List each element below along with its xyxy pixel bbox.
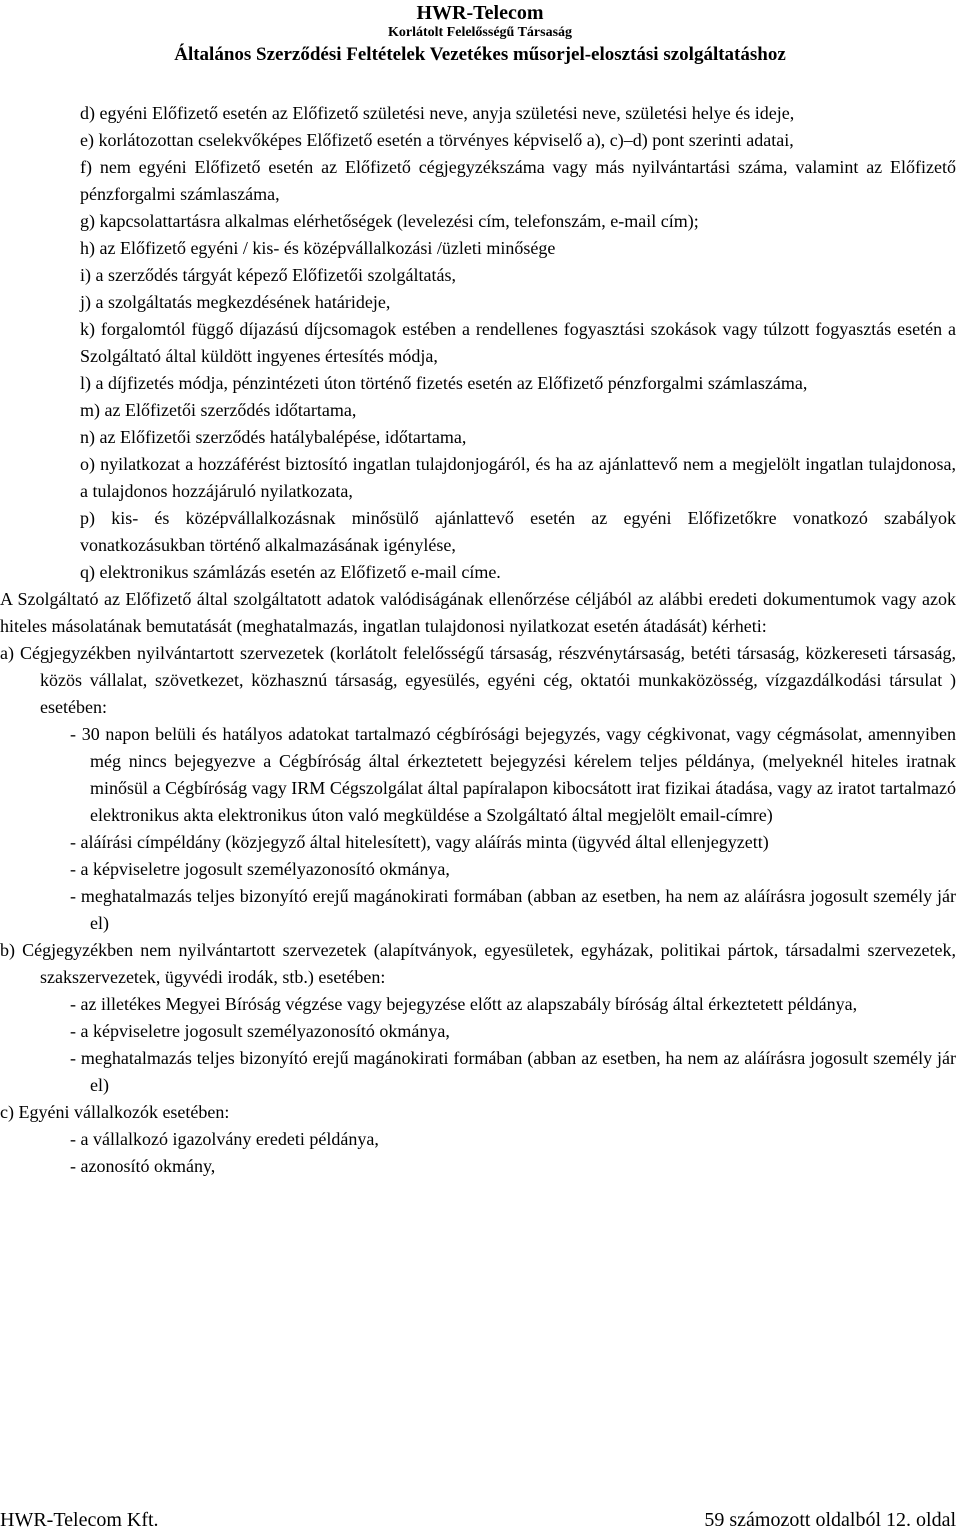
section-b-bullet: - a képviseletre jogosult személyazonosító okmánya, <box>70 1021 450 1041</box>
list-item-j: j) a szolgáltatás megkezdésének határideje, <box>80 292 391 312</box>
list-item-f: f) nem egyéni Előfizető esetén az Előfizető cégjegyzékszáma vagy más nyilvántartási száma, valamint az Előfizető pénzforgalmi számlaszáma, <box>80 157 956 204</box>
footer-page-number: 59 számozott oldalból 12. oldal <box>704 1509 956 1531</box>
section-a-bullet: - a képviseletre jogosult személyazonosító okmánya, <box>70 859 450 879</box>
list-item-p: p) kis- és középvállalkozásnak minősülő ajánlattevő esetén az egyéni Előfizetőkre vonatkozó szabályok vonatkozásukban történő alkalmazásának igénylése, <box>80 508 956 555</box>
intro-paragraph: A Szolgáltató az Előfizető által szolgáltatott adatok valódiságának ellenőrzése céljából az alábbi eredeti dokumentumok vagy azok hiteles másolatának bemutatását (meghatalmazás, ingatlan tulajdonosi nyilatkozat esetén átadását) kérheti: <box>0 589 956 636</box>
list-item-h: h) az Előfizető egyéni / kis- és középvállalkozási /üzleti minősége <box>80 238 556 258</box>
list-item-l: l) a díjfizetés módja, pénzintézeti úton történő fizetés esetén az Előfizető pénzforgalmi számlaszáma, <box>80 373 808 393</box>
document-title: Általános Szerződési Feltételek Vezetékes műsorjel-elosztási szolgáltatáshoz <box>174 44 786 66</box>
section-a-bullet: - meghatalmazás teljes bizonyító erejű magánokirati formában (abban az esetben, ha nem az aláírásra jogosult személy jár el) <box>70 886 956 933</box>
section-c-label: c) Egyéni vállalkozók esetében: <box>0 1102 230 1122</box>
list-item-e: e) korlátozottan cselekvőképes Előfizető esetén a törvényes képviselő a), c)–d) pont szerinti adatai, <box>80 130 794 150</box>
document-body <box>0 100 956 1180</box>
list-item-d: d) egyéni Előfizető esetén az Előfizető születési neve, anyja születési neve, születési helye és ideje, <box>80 103 795 123</box>
footer-company: HWR-Telecom Kft. <box>0 1509 159 1531</box>
list-item-i: i) a szerződés tárgyát képező Előfizetői szolgáltatás, <box>80 265 457 285</box>
company-name: HWR-Telecom <box>416 2 544 24</box>
list-item-q: q) elektronikus számlázás esetén az Előfizető e-mail címe. <box>80 562 501 582</box>
section-b-bullet: - meghatalmazás teljes bizonyító erejű magánokirati formában (abban az esetben, ha nem az aláírásra jogosult személy jár el) <box>70 1048 956 1095</box>
list-item-n: n) az Előfizetői szerződés hatálybalépése, időtartama, <box>80 427 467 447</box>
list-item-k: k) forgalomtól függő díjazású díjcsomagok estében a rendellenes fogyasztási szokások vagy túlzott fogyasztás esetén a Szolgáltató által küldött ingyenes értesítés módja, <box>80 319 956 366</box>
section-c-bullet: - a vállalkozó igazolvány eredeti példánya, <box>70 1129 379 1149</box>
page-header <box>0 0 960 66</box>
section-b-label: b) Cégjegyzékben nem nyilvántartott szervezetek (alapítványok, egyesületek, egyházak, politikai pártok, társadalmi szervezetek, szakszervezetek, ügyvédi irodák, stb.) esetében: <box>0 940 956 987</box>
list-item-o: o) nyilatkozat a hozzáférést biztosító ingatlan tulajdonjogáról, és ha az ajánlattevő nem a megjelölt ingatlan tulajdonosa, a tulajdonos hozzájáruló nyilatkozata, <box>80 454 956 501</box>
section-c-bullet: - azonosító okmány, <box>70 1156 216 1176</box>
company-type: Korlátolt Felelősségű Társaság <box>387 25 573 40</box>
section-a-label: a) Cégjegyzékben nyilvántartott szervezetek (korlátolt felelősségű társaság, részvénytársaság, betéti társaság, közkereseti társaság, közös vállalat, szövetkezet, közhasznú társaság, egyesülés, egyéni cég, oktatói munkaközösség, vízgazdálkodási társulat ) esetében: <box>0 643 956 717</box>
section-b-bullet: - az illetékes Megyei Bíróság végzése vagy bejegyzése előtt az alapszabály bíróság által érkeztetett példánya, <box>70 994 858 1014</box>
list-item-m: m) az Előfizetői szerződés időtartama, <box>80 400 357 420</box>
list-item-g: g) kapcsolattartásra alkalmas elérhetőségek (levelezési cím, telefonszám, e-mail cím); <box>80 211 699 231</box>
section-a-bullet: - aláírási címpéldány (közjegyző által hitelesített), vagy aláírás minta (ügyvéd által ellenjegyzett) <box>70 832 769 852</box>
section-a-bullet: - 30 napon belüli és hatályos adatokat tartalmazó cégbírósági bejegyzés, vagy cégkivonat, vagy cégmásolat, amennyiben még nincs bejegyezve a Cégbíróság által érkeztetett bejegyzési kérelem teljes példánya, (melyeknél hiteles iratnak minősül a Cégbíróság vagy IRM Cégszolgálat által papíralapon kibocsátott irat fizikai átadása, vagy az iratot tartalmazó elektronikus akta elektronikus úton való megküldése a Szolgáltató által megjelölt email-címre) <box>70 724 956 825</box>
